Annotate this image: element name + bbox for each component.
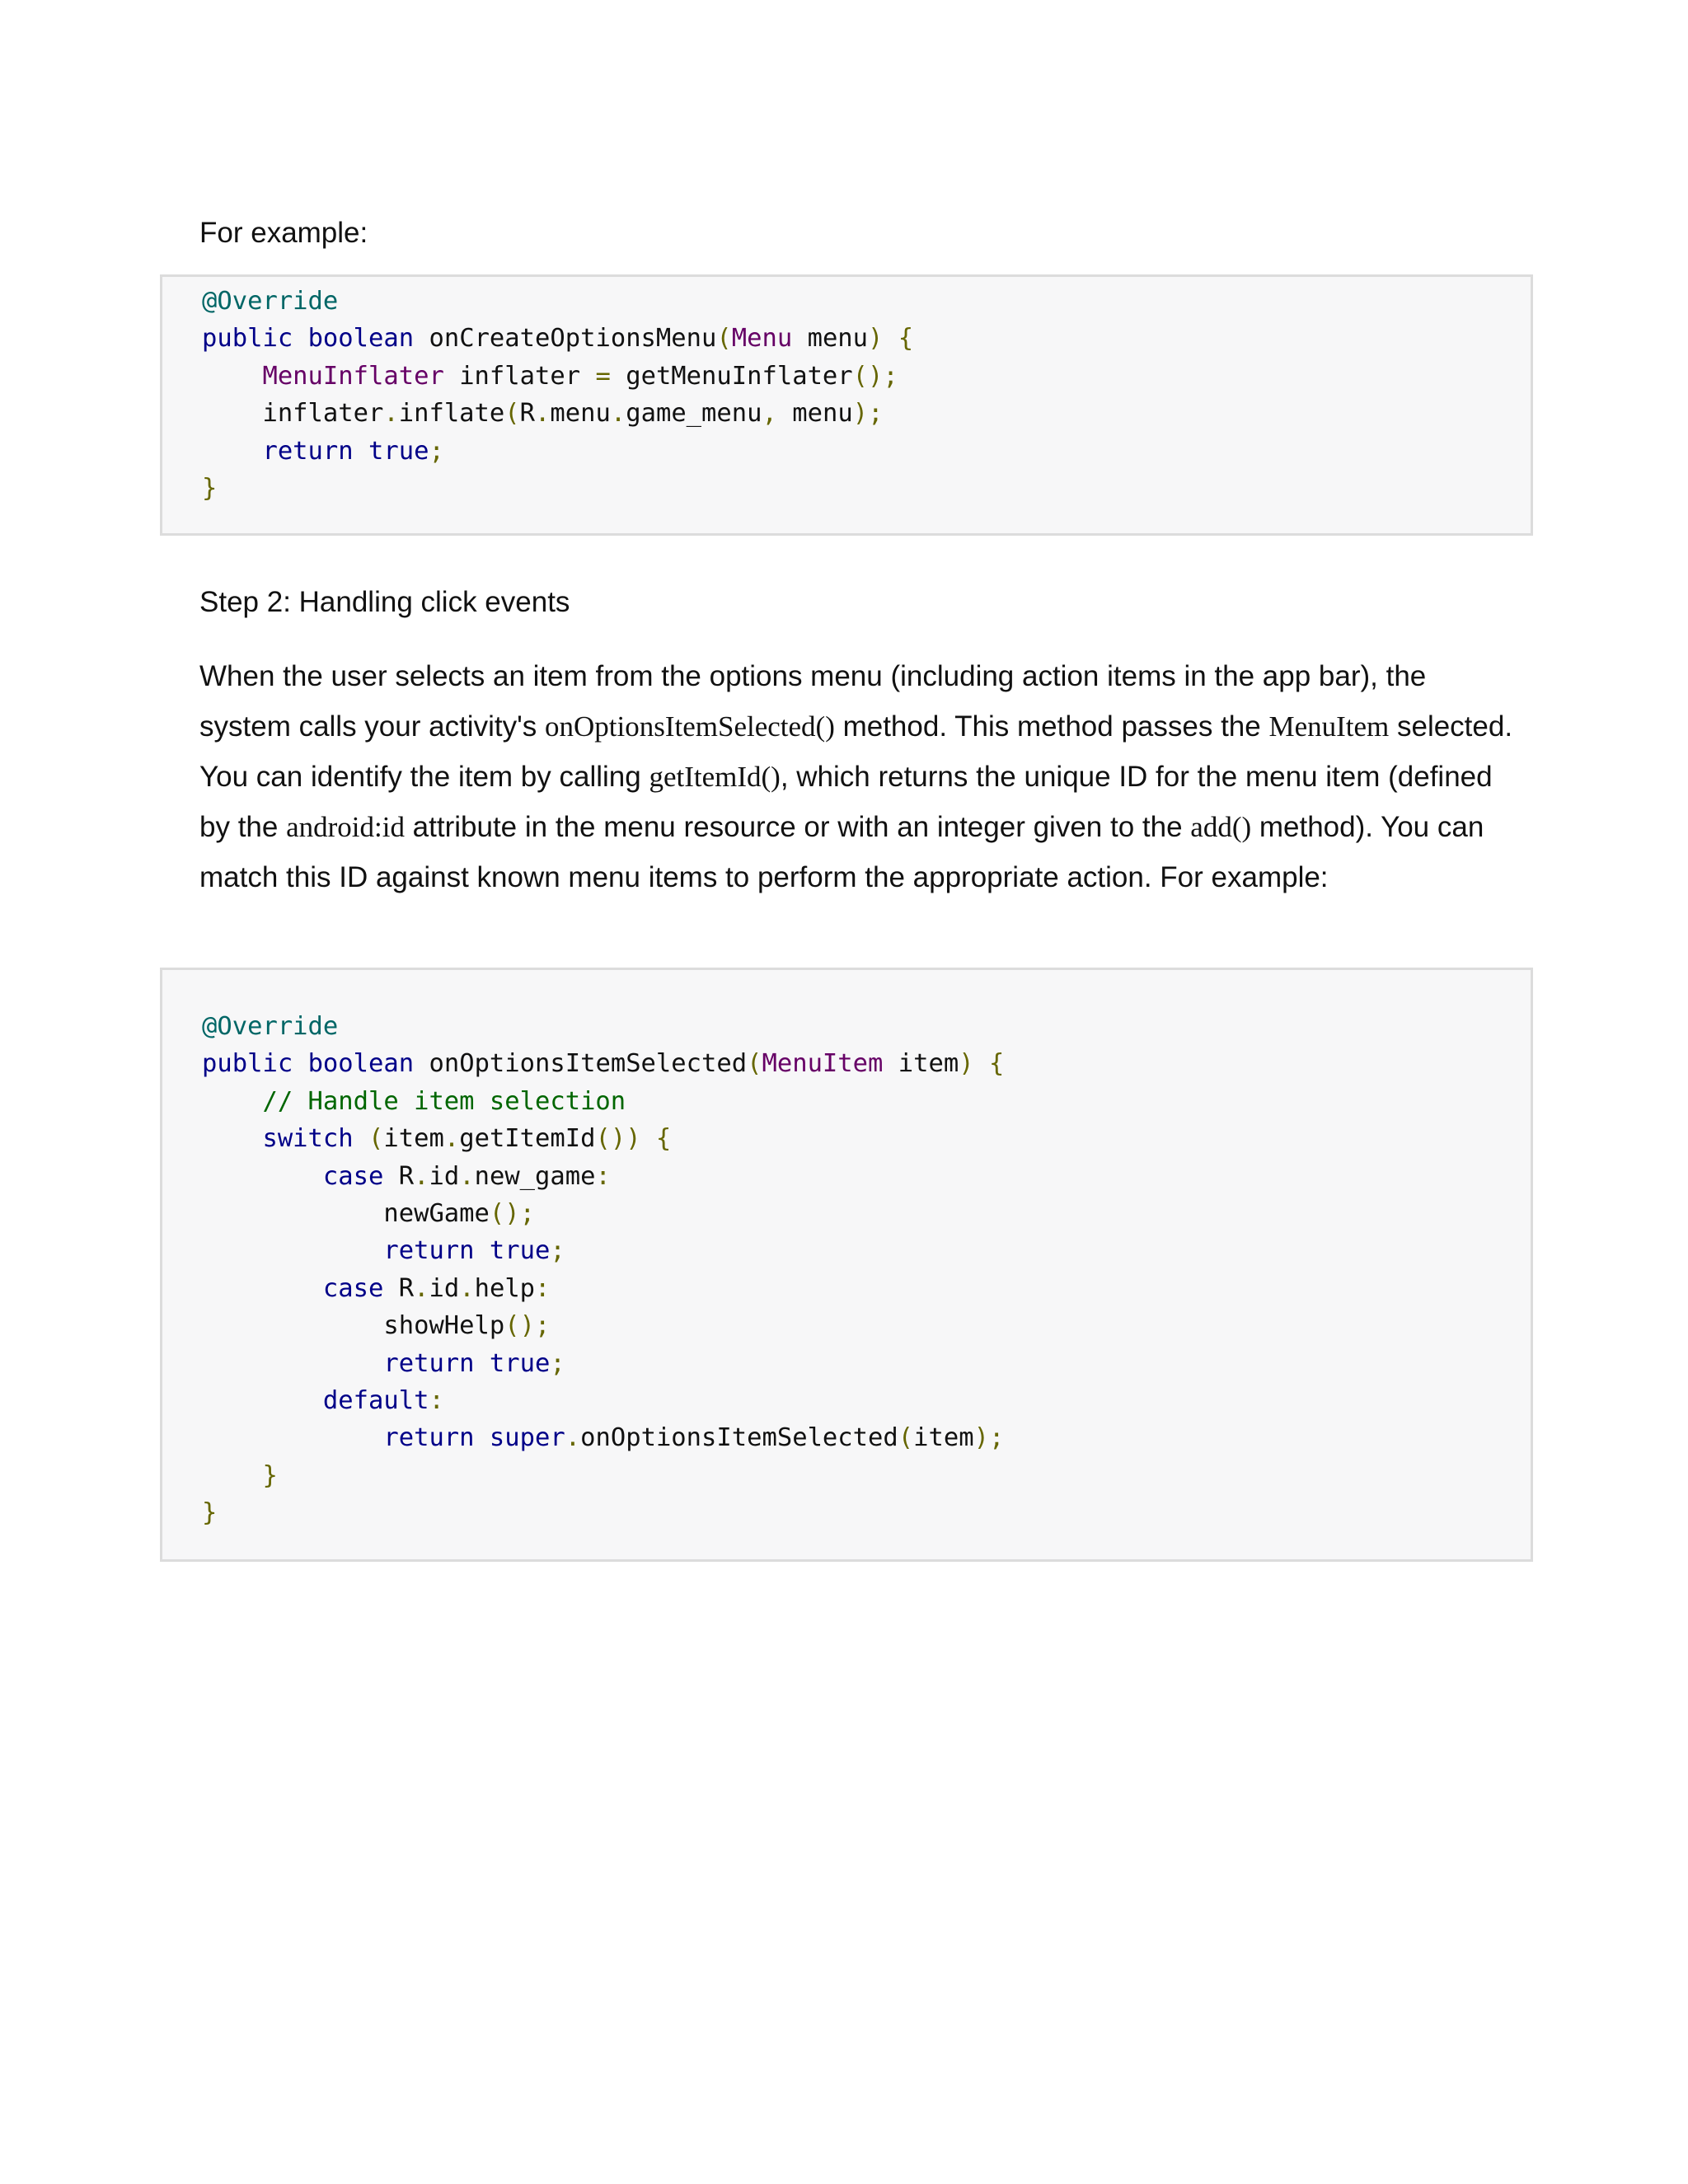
code-token: R bbox=[398, 1273, 415, 1303]
inline-code: MenuItem bbox=[1268, 710, 1390, 743]
code-token: R bbox=[398, 1161, 415, 1191]
code-comment: // Handle item selection bbox=[262, 1086, 626, 1116]
code-token: . bbox=[535, 399, 551, 429]
code-token: MenuInflater bbox=[262, 361, 444, 391]
code-token: ); bbox=[973, 1423, 1005, 1453]
code-token: onCreateOptionsMenu bbox=[429, 324, 717, 354]
code-token: MenuItem bbox=[762, 1049, 884, 1079]
code-token: inflater bbox=[459, 361, 581, 391]
inline-code: android:id bbox=[286, 811, 405, 843]
code-token: inflate bbox=[398, 399, 505, 429]
inline-code: onOptionsItemSelected() bbox=[545, 710, 835, 743]
code-token: menu bbox=[550, 399, 611, 429]
code-token: ) bbox=[959, 1049, 974, 1079]
code-token: return bbox=[262, 436, 354, 466]
code-token: boolean bbox=[307, 1049, 415, 1079]
section-heading bbox=[199, 577, 1518, 627]
code-token: } bbox=[202, 474, 218, 504]
code-token: public bbox=[202, 1049, 293, 1079]
code-token: . bbox=[565, 1423, 581, 1453]
inline-code: getItemId() bbox=[649, 761, 781, 793]
code-token: ( bbox=[716, 324, 732, 354]
code-token: , bbox=[762, 399, 777, 429]
code-token: { bbox=[898, 324, 914, 354]
code-token: : bbox=[595, 1161, 611, 1191]
code-token: return bbox=[383, 1423, 475, 1453]
code-token: : bbox=[429, 1386, 444, 1416]
code-token: id bbox=[429, 1161, 460, 1191]
code-token: newGame bbox=[383, 1199, 490, 1229]
code-token: id bbox=[429, 1273, 460, 1303]
code-token: boolean bbox=[307, 324, 415, 354]
code-token: switch bbox=[262, 1124, 354, 1154]
code-token: new_game bbox=[474, 1161, 596, 1191]
code-token: . bbox=[459, 1161, 475, 1191]
code-listing bbox=[202, 283, 913, 507]
code-token: default bbox=[322, 1386, 429, 1416]
code-block-create-menu bbox=[160, 274, 1533, 536]
body-paragraph bbox=[199, 651, 1518, 902]
code-block-item-selected bbox=[160, 968, 1533, 1562]
code-token: true bbox=[489, 1348, 551, 1378]
code-token: true bbox=[368, 436, 429, 466]
code-token: ); bbox=[852, 399, 884, 429]
code-token: onOptionsItemSelected bbox=[580, 1423, 898, 1453]
code-token: ; bbox=[550, 1236, 565, 1266]
code-token: true bbox=[489, 1236, 551, 1266]
code-token: ()) { bbox=[595, 1124, 672, 1154]
code-token: ) bbox=[868, 324, 884, 354]
body-text: , which returns the unique ID for the menu item (defined by the bbox=[199, 761, 1493, 843]
code-token: ; bbox=[429, 436, 444, 466]
inline-code: add() bbox=[1190, 811, 1252, 843]
code-token: (); bbox=[852, 361, 898, 391]
step2-heading: Step 2: Handling click events bbox=[199, 586, 570, 618]
code-token: . bbox=[414, 1161, 429, 1191]
code-token: help bbox=[474, 1273, 536, 1303]
code-token: super bbox=[489, 1423, 565, 1453]
body-text: method. This method passes the bbox=[834, 710, 1269, 743]
code-token: getItemId bbox=[459, 1124, 596, 1154]
code-token: . bbox=[414, 1273, 429, 1303]
code-token: ( bbox=[898, 1423, 914, 1453]
code-token: . bbox=[610, 399, 626, 429]
body-text: When the user selects an item from the options menu (including action items in the app bar), the system calls your activity's bbox=[199, 660, 1427, 743]
code-token: item bbox=[898, 1049, 959, 1079]
code-token: } bbox=[262, 1460, 278, 1490]
code-token: menu bbox=[792, 399, 853, 429]
code-token: getMenuInflater bbox=[626, 361, 853, 391]
code-token: game_menu bbox=[626, 399, 762, 429]
code-token: ( bbox=[747, 1049, 762, 1079]
code-token: (); bbox=[504, 1311, 551, 1341]
body-text: selected. You can identify the item by calling bbox=[199, 710, 1513, 793]
code-token: . bbox=[459, 1273, 475, 1303]
code-token: @Override bbox=[202, 1012, 339, 1041]
code-token: return bbox=[383, 1236, 475, 1266]
code-token: . bbox=[383, 399, 399, 429]
code-token: case bbox=[322, 1161, 384, 1191]
code-token: menu bbox=[807, 324, 869, 354]
code-token: item bbox=[383, 1124, 444, 1154]
code-token: case bbox=[322, 1273, 384, 1303]
code-token: { bbox=[988, 1049, 1005, 1079]
body-text: attribute in the menu resource or with an integer given to the bbox=[404, 811, 1191, 843]
code-token: return bbox=[383, 1348, 475, 1378]
code-token: inflater bbox=[262, 399, 384, 429]
code-token: . bbox=[443, 1124, 460, 1154]
code-token: ; bbox=[550, 1348, 565, 1378]
body-text: method). You can match this ID against known menu items to perform the appropriate action. For example: bbox=[199, 811, 1484, 893]
code-token: item bbox=[913, 1423, 974, 1453]
for-example-label: For example: bbox=[199, 217, 368, 249]
code-token: onOptionsItemSelected bbox=[429, 1049, 748, 1079]
code-token: showHelp bbox=[383, 1311, 505, 1341]
code-token: Menu bbox=[731, 324, 793, 354]
code-token: } bbox=[202, 1498, 218, 1528]
code-token: public bbox=[202, 324, 293, 354]
code-token: @Override bbox=[202, 287, 339, 316]
code-listing bbox=[202, 1008, 1004, 1532]
intro-text bbox=[199, 208, 1518, 258]
code-token: : bbox=[535, 1273, 551, 1303]
code-token: R bbox=[519, 399, 536, 429]
code-token: = bbox=[595, 361, 611, 391]
code-token: ( bbox=[504, 399, 520, 429]
code-token: (); bbox=[489, 1199, 535, 1229]
code-token: ( bbox=[368, 1124, 384, 1154]
